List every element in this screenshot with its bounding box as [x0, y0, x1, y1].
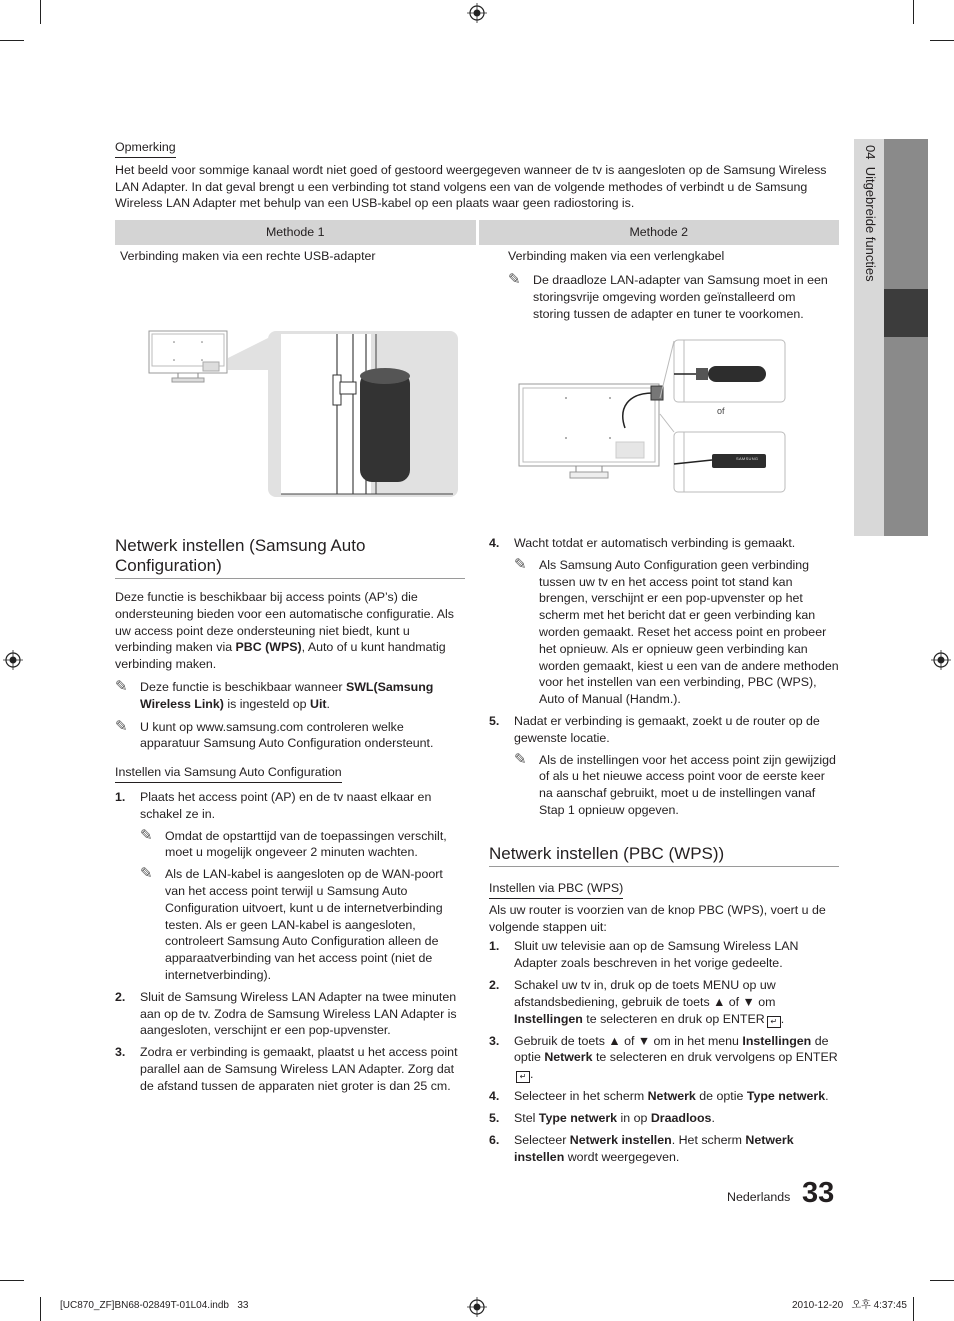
crop-mark: [40, 0, 41, 24]
step-item: 1. Sluit uw televisie aan op de Samsung Wireless LAN Adapter zoals beschreven in het vorige gedeelte.: [489, 939, 799, 971]
step-item: 5. Stel Type netwerk in op Draadloos.: [489, 1110, 715, 1125]
note-pencil-icon: ✎: [115, 677, 128, 695]
section-title: Netwerk instellen (Samsung Auto Configuration): [115, 536, 465, 579]
crop-mark: [913, 0, 914, 24]
crop-mark: [930, 1280, 954, 1281]
note-pencil-icon: ✎: [514, 750, 527, 768]
step-item: 2. Sluit de Samsung Wireless LAN Adapter na twee minuten aan op de tv. Zodra de Samsung Wireless LAN Adapter is aangesloten, verschijnt er een pop-upvenster.: [115, 989, 457, 1038]
chapter-marker: [884, 289, 928, 337]
step-note: ✎ Omdat de opstarttijd van de toepassingen verschilt, moet u mogelijk ongeveer 2 minuten wachten.: [140, 826, 447, 860]
section-auto-config: [115, 536, 465, 1100]
crop-mark: [40, 1297, 41, 1321]
note-pencil-icon: ✎: [140, 826, 153, 844]
method1-illustration: [148, 330, 460, 498]
footer-language: Nederlands: [727, 1190, 791, 1204]
or-label: of: [717, 406, 725, 416]
step-item: 5. Nadat er verbinding is gemaakt, zoekt u de router op de gewenste locatie. ✎ Als de instellingen voor het access point zijn gewijzigd of als u het nieuwe access point voor de eerste keer na aanschaf gebruikt, moet u de instellingen vanaf Stap 1 opnieuw opgeven.: [489, 713, 839, 819]
enter-key-icon: ↵: [516, 1071, 530, 1083]
method1-header: Methode 1: [115, 220, 477, 245]
note-pencil-icon: ✎: [140, 865, 153, 883]
method2-header: Methode 2: [477, 220, 839, 245]
step-note: ✎ Als Samsung Auto Configuration geen verbinding tussen uw tv en het access point tot stand kan brengen, verschijnt er een pop-upvenster op het scherm met het bericht dat er geen verbinding kan worden gemaakt. Reset het access point en probeer het opnieuw. Als er opnieuw geen verbinding kan worden gemaakt, kiest u een van de andere methoden voor het instellen van een verbinding, PBC (WPS), Auto of Manual (Handm.).: [514, 555, 839, 707]
crop-mark: [0, 40, 24, 41]
method1-desc: Verbinding maken via een rechte USB-adapter: [120, 249, 376, 263]
registration-mark-icon: [467, 3, 487, 23]
step-item: 3. Gebruik de toets ▲ of ▼ om in het menu Instellingen de optie Netwerk te selecteren en druk vervolgens op ENTER↵ .: [489, 1033, 838, 1082]
step-note: ✎ Als de instellingen voor het access point zijn gewijzigd of als u het nieuwe access point voor de eerste keer na aanschaf gebruikt, moet u de instellingen vanaf Stap 1 opnieuw opgeven.: [514, 750, 836, 817]
adapter-brand-label: SAMSUNG: [736, 456, 759, 461]
note-pencil-icon: ✎: [508, 271, 521, 288]
steps-list: [489, 938, 839, 1165]
step-item: 3. Zodra er verbinding is gemaakt, plaatst u het access point parallel aan de Samsung Wireless LAN Adapter. Zorg dat de afstand tussen de apparaten niet groter is dan 25 cm.: [115, 1045, 458, 1093]
chapter-number: 04: [863, 145, 878, 160]
steps-list: [489, 535, 839, 819]
crop-mark: [913, 1297, 914, 1321]
side-tab-label: [861, 145, 878, 282]
note-intro: Het beeld voor sommige kanaal wordt niet goed of gestoord weergegeven wanneer de tv is aangesloten op de Samsung Wireless LAN Adapter. In dat geval brengt u een verbinding tot stand volgens een van de volgende methodes of verbindt u de Samsung Wireless LAN Adapter met behulp van een USB-kabel op een plaats waar geen radiostoring is.: [115, 162, 827, 211]
subheading: Instellen via PBC (WPS): [489, 880, 623, 899]
file-info: [UC870_ZF]BN68-02849T-01L04.indb 33: [60, 1300, 249, 1311]
crop-mark: [0, 1280, 24, 1281]
steps-list: [115, 789, 465, 1095]
note-block: [115, 139, 839, 212]
subheading: Instellen via Samsung Auto Configuration: [115, 764, 342, 783]
note-heading: Opmerking: [115, 139, 176, 158]
step-item: 4. Selecteer in het scherm Netwerk de optie Type netwerk.: [489, 1089, 829, 1104]
step-item: 6. Selecteer Netwerk instellen. Het scherm Netwerk instellen wordt weergegeven.: [489, 1132, 794, 1164]
section-note: ✎ Deze functie is beschikbaar wanneer SWL(Samsung Wireless Link) is ingesteld op Uit.: [115, 677, 434, 711]
section-pbc-wps: [489, 844, 839, 1170]
note-pencil-icon: ✎: [115, 717, 128, 735]
step-item: 4. Wacht totdat er automatisch verbinding is gemaakt. ✎ Als Samsung Auto Configuration geen verbinding tussen uw tv en het access point tot stand kan brengen, verschijnt er een pop-upvenster op het scherm met het bericht dat er geen verbinding kan worden gemaakt. Reset het access point en probeer het opnieuw. Als er opnieuw geen verbinding kan worden gemaakt, kiest u een van de andere methoden voor het instellen van een verbinding, PBC (WPS), Auto of Manual (Handm.).: [489, 536, 839, 707]
section-intro: Als uw router is voorzien van de knop PBC (WPS), voert u de volgende stappen uit:: [489, 902, 826, 934]
method2-desc: Verbinding maken via een verlengkabel: [508, 249, 725, 263]
registration-mark-icon: [3, 650, 23, 670]
step-note: ✎ Als de LAN-kabel is aangesloten op de WAN-poort van het access point terwijl u Samsung Auto Configuration uitvoert, kunt u de internetverbinding testen. Als er geen LAN-kabel is aangesloten, controleert Samsung Auto Configuration alleen de apparaatverbinding van het access point (niet de internetverbinding).: [140, 865, 443, 982]
page-number: 33: [802, 1177, 835, 1209]
method2-illustration: [518, 338, 788, 494]
method2-note: ✎ De draadloze LAN-adapter van Samsung moet in een storingsvrije omgeving worden geïnstalleerd om storing tussen de adapter en tuner te voorkomen.: [508, 271, 828, 321]
step-item: 2. Schakel uw tv in, druk op de toets MENU op uw afstandsbediening, gebruik de toets ▲ of ▼ om Instellingen te selecteren en druk op ENTER ↵ .: [489, 977, 785, 1026]
step-item: 1. Plaats het access point (AP) en de tv naast elkaar en schakel ze in. ✎ Omdat de opstarttijd van de toepassingen verschilt, moet u mogelijk ongeveer 2 minuten wachten. ✎ Als de LAN-kabel is aangesloten op de WAN-poort van het access point terwijl u Samsung Auto Configuration uitvoert, kunt u de internetverbinding testen. Als er geen LAN-kabel is aangesloten, controleert Samsung Auto Configuration alleen de apparaatverbinding van het access point (niet de internetverbinding).: [115, 789, 465, 984]
print-timestamp: 2010-12-20 오후 4:37:45: [792, 1300, 907, 1311]
methods-table: [115, 220, 839, 245]
section-intro: Deze functie is beschikbaar bij access points (AP’s) die ondersteuning bieden voor een automatische configuratie. Als uw access point deze ondersteuning niet biedt, kunt u verbinding maken via PBC (WPS), Auto of u kunt handmatig verbinding maken.: [115, 590, 454, 672]
section-auto-config-continued: [489, 535, 839, 824]
section-title: Netwerk instellen (PBC (WPS)): [489, 844, 839, 867]
section-note: ✎ U kunt op www.samsung.com controleren welke apparatuur Samsung Auto Configuration ondersteunt.: [115, 717, 434, 751]
registration-mark-icon: [467, 1297, 487, 1317]
chapter-title: Uitgebreide functies: [863, 166, 878, 282]
note-pencil-icon: ✎: [514, 555, 527, 573]
registration-mark-icon: [931, 650, 951, 670]
enter-key-icon: ↵: [767, 1016, 781, 1028]
crop-mark: [930, 40, 954, 41]
